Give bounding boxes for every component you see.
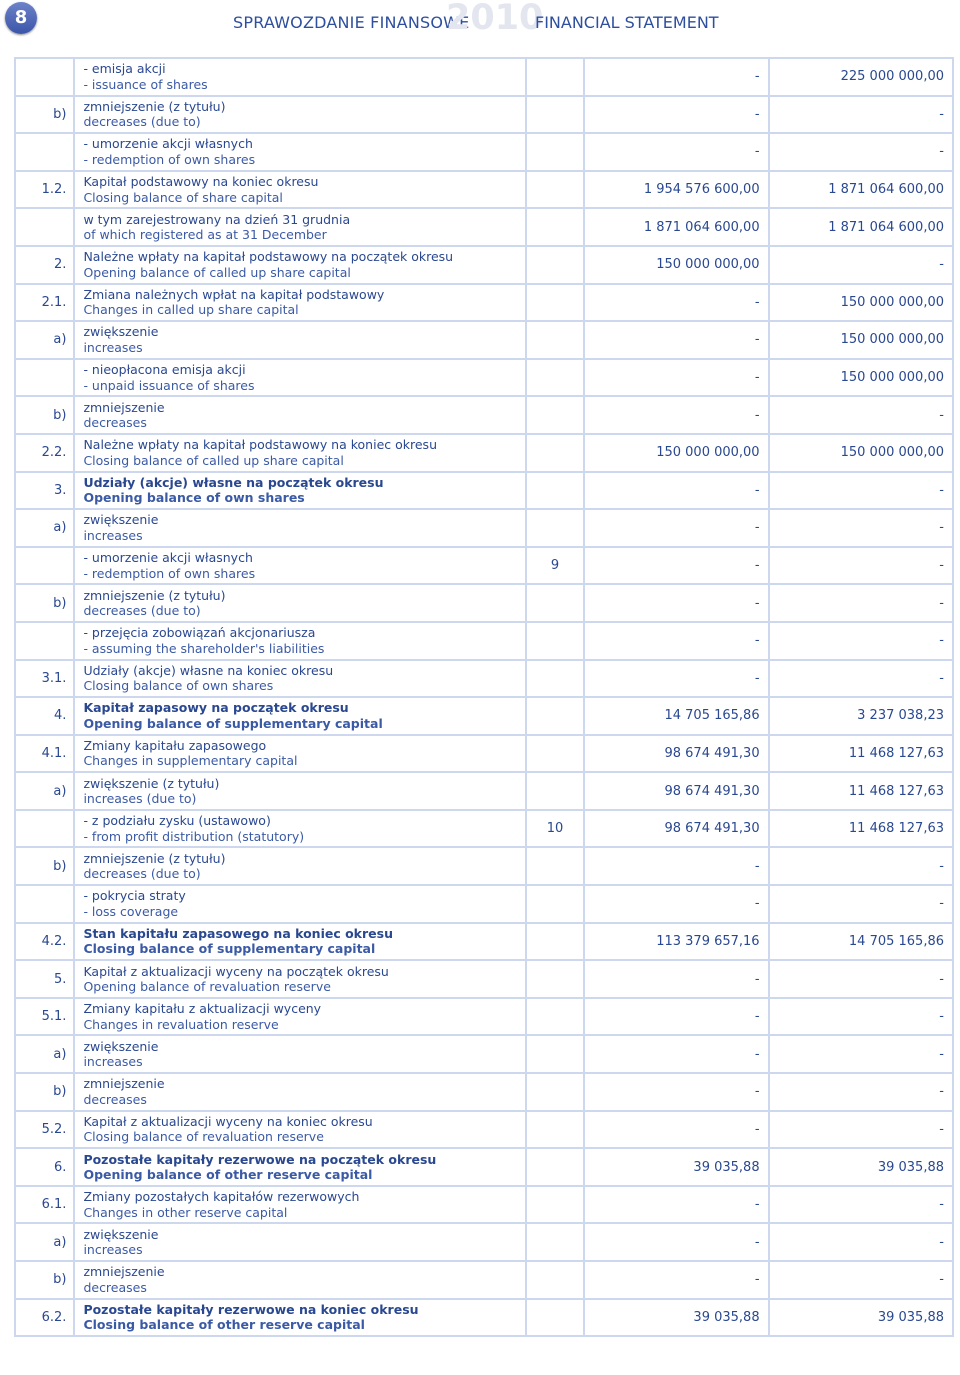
row-number [15,810,74,848]
note-reference [526,998,584,1036]
row-description [74,660,525,698]
row-number: 4.2. [15,923,74,961]
table-row [15,1261,953,1299]
row-description [74,246,525,284]
description-en: decreases [83,1279,147,1295]
header-title-pl: SPRAWOZDANIE FINANSOWE [233,13,470,32]
description-en: decreases [83,415,147,431]
row-number: a) [15,509,74,547]
note-reference [526,246,584,284]
value-current-year: - [584,359,768,397]
value-previous-year: - [769,472,953,510]
description-en: - from profit distribution (statutory) [83,828,305,844]
row-number: a) [15,772,74,810]
row-number: b) [15,847,74,885]
row-description [74,1073,525,1111]
value-previous-year: 1 871 064 600,00 [769,208,953,246]
value-current-year: - [584,960,768,998]
table-body [15,58,953,1336]
value-current-year: - [584,321,768,359]
description-pl: zmniejszenie (z tytułu) [83,587,226,603]
row-number [15,547,74,585]
table-row [15,1111,953,1149]
value-previous-year: - [769,885,953,923]
row-number: 2.1. [15,284,74,322]
description-en: increases [83,1054,143,1070]
row-description [74,171,525,209]
description-en: Closing balance of other reserve capital [83,1317,365,1333]
table-row [15,885,953,923]
description-en: decreases (due to) [83,603,201,619]
note-reference [526,58,584,96]
description-en: decreases (due to) [83,114,201,130]
value-previous-year: - [769,1073,953,1111]
table-row [15,359,953,397]
value-previous-year: - [769,1186,953,1224]
table-row [15,396,953,434]
description-pl: zmniejszenie [83,399,165,415]
value-current-year: - [584,584,768,622]
row-description [74,547,525,585]
value-current-year: - [584,847,768,885]
note-reference [526,133,584,171]
description-en: increases (due to) [83,791,197,807]
description-pl: zmniejszenie (z tytułu) [83,850,226,866]
description-en: Opening balance of revaluation reserve [83,979,331,995]
row-number: 1.2. [15,171,74,209]
value-previous-year: - [769,1223,953,1261]
row-number: a) [15,1223,74,1261]
note-reference [526,472,584,510]
value-current-year: - [584,96,768,134]
table-row [15,284,953,322]
row-number: 3.1. [15,660,74,698]
value-current-year: 150 000 000,00 [584,434,768,472]
note-reference [526,772,584,810]
note-reference [526,1223,584,1261]
description-pl: w tym zarejestrowany na dzień 31 grudnia [83,211,351,227]
value-current-year: - [584,547,768,585]
note-reference [526,960,584,998]
description-pl: - pokrycia straty [83,888,186,904]
value-previous-year: - [769,246,953,284]
table-row [15,133,953,171]
value-current-year: - [584,1261,768,1299]
table-row [15,96,953,134]
row-description [74,58,525,96]
row-number: a) [15,1035,74,1073]
value-current-year: - [584,1035,768,1073]
description-pl: Udziały (akcje) własne na początek okresu [83,474,384,490]
value-previous-year: - [769,622,953,660]
description-en: Closing balance of called up share capital [83,452,344,468]
value-current-year: 150 000 000,00 [584,246,768,284]
note-reference [526,735,584,773]
row-description [74,847,525,885]
description-en: increases [83,339,143,355]
note-reference [526,171,584,209]
row-number: 2. [15,246,74,284]
description-en: Changes in called up share capital [83,302,299,318]
row-description [74,622,525,660]
note-reference [526,847,584,885]
value-current-year: 98 674 491,30 [584,735,768,773]
description-pl: - przejęcia zobowiązań akcjonariusza [83,625,316,641]
value-previous-year: 39 035,88 [769,1299,953,1337]
value-current-year: 113 379 657,16 [584,923,768,961]
description-pl: zmniejszenie [83,1076,165,1092]
page-number-badge: 8 [5,2,37,34]
value-current-year: - [584,622,768,660]
note-reference [526,434,584,472]
description-en: Closing balance of supplementary capital [83,941,376,957]
row-number: 5.1. [15,998,74,1036]
table-row [15,472,953,510]
row-description [74,133,525,171]
description-en: Changes in revaluation reserve [83,1016,279,1032]
value-current-year: - [584,396,768,434]
header-year: 2010 [446,0,544,38]
value-current-year: - [584,509,768,547]
note-reference [526,1111,584,1149]
value-current-year: 98 674 491,30 [584,772,768,810]
value-previous-year: 150 000 000,00 [769,434,953,472]
note-reference [526,1186,584,1224]
value-previous-year: - [769,998,953,1036]
value-current-year: - [584,133,768,171]
table-row [15,810,953,848]
description-pl: - umorzenie akcji własnych [83,136,253,152]
row-description [74,96,525,134]
description-pl: - z podziału zysku (ustawowo) [83,813,271,829]
row-number: b) [15,1073,74,1111]
description-en: - redemption of own shares [83,151,256,167]
row-description [74,472,525,510]
value-current-year: 39 035,88 [584,1148,768,1186]
description-pl: - emisja akcji [83,61,166,77]
row-description [74,772,525,810]
description-en: increases [83,1242,143,1258]
description-pl: zwiększenie [83,1226,159,1242]
table-row [15,847,953,885]
note-reference [526,584,584,622]
description-en: increases [83,527,143,543]
value-current-year: - [584,1111,768,1149]
row-description [74,208,525,246]
description-pl: zmniejszenie (z tytułu) [83,98,226,114]
description-pl: - nieopłacona emisja akcji [83,362,246,378]
row-description [74,396,525,434]
table-row [15,735,953,773]
row-description [74,1299,525,1337]
description-en: Closing balance of share capital [83,189,283,205]
description-en: - issuance of shares [83,76,208,92]
description-en: Opening balance of own shares [83,490,305,506]
note-reference [526,321,584,359]
row-number: b) [15,96,74,134]
table-row [15,547,953,585]
table-row [15,58,953,96]
description-en: - assuming the shareholder's liabilities [83,640,325,656]
note-reference [526,660,584,698]
equity-changes-table [14,57,954,1337]
row-description [74,1148,525,1186]
note-reference [526,208,584,246]
description-en: Opening balance of called up share capital [83,264,351,280]
table-row [15,772,953,810]
row-description [74,1261,525,1299]
page-header [0,0,960,45]
value-previous-year: - [769,1035,953,1073]
row-description [74,434,525,472]
note-reference [526,1299,584,1337]
note-reference [526,622,584,660]
value-previous-year: - [769,960,953,998]
value-previous-year: 150 000 000,00 [769,284,953,322]
value-previous-year: - [769,96,953,134]
value-previous-year: 150 000 000,00 [769,321,953,359]
row-description [74,359,525,397]
row-number [15,58,74,96]
description-pl: Kapitał z aktualizacji wyceny na początek okresu [83,963,389,979]
row-description [74,1223,525,1261]
table-row [15,923,953,961]
description-pl: Należne wpłaty na kapitał podstawowy na początek okresu [83,249,454,265]
table-row [15,622,953,660]
row-number: b) [15,584,74,622]
description-pl: Zmiany kapitału z aktualizacji wyceny [83,1001,322,1017]
value-previous-year: - [769,1261,953,1299]
value-current-year: - [584,1186,768,1224]
description-pl: zwiększenie [83,512,159,528]
row-description [74,885,525,923]
description-pl: Stan kapitału zapasowego na koniec okresu [83,925,393,941]
value-current-year: - [584,998,768,1036]
row-number: b) [15,396,74,434]
note-reference: 10 [526,810,584,848]
value-previous-year: 14 705 165,86 [769,923,953,961]
row-description [74,509,525,547]
note-reference [526,96,584,134]
value-current-year: - [584,1223,768,1261]
value-previous-year: - [769,133,953,171]
row-number: 6.2. [15,1299,74,1337]
description-pl: Zmiany pozostałych kapitałów rezerwowych [83,1189,360,1205]
value-previous-year: - [769,509,953,547]
table-row [15,960,953,998]
description-pl: zwiększenie [83,324,159,340]
note-reference [526,509,584,547]
description-en: - loss coverage [83,903,179,919]
note-reference [526,885,584,923]
value-previous-year: 1 871 064 600,00 [769,171,953,209]
note-reference [526,923,584,961]
description-pl: zwiększenie (z tytułu) [83,775,220,791]
description-pl: Zmiana należnych wpłat na kapitał podstawowy [83,286,385,302]
description-en: - redemption of own shares [83,565,256,581]
row-description [74,810,525,848]
row-number: 5.2. [15,1111,74,1149]
description-en: Changes in supplementary capital [83,753,298,769]
row-number: 5. [15,960,74,998]
value-current-year: - [584,1073,768,1111]
value-previous-year: - [769,1111,953,1149]
description-pl: Kapitał podstawowy na koniec okresu [83,174,319,190]
description-pl: - umorzenie akcji własnych [83,550,253,566]
row-number: 3. [15,472,74,510]
value-current-year: - [584,472,768,510]
value-previous-year: - [769,847,953,885]
description-pl: Kapitał zapasowy na początek okresu [83,700,349,716]
description-pl: zwiększenie [83,1038,159,1054]
description-en: decreases (due to) [83,866,201,882]
value-current-year: - [584,885,768,923]
table-row [15,1186,953,1224]
row-number [15,622,74,660]
value-previous-year: 11 468 127,63 [769,772,953,810]
row-number [15,208,74,246]
note-reference [526,1261,584,1299]
value-current-year: - [584,660,768,698]
table-row [15,1299,953,1337]
description-pl: Kapitał z aktualizacji wyceny na koniec okresu [83,1113,373,1129]
description-pl: zmniejszenie [83,1264,165,1280]
row-description [74,1035,525,1073]
table-row [15,998,953,1036]
row-number: 4. [15,697,74,735]
note-reference [526,1148,584,1186]
row-description [74,1186,525,1224]
value-previous-year: - [769,396,953,434]
note-reference: 9 [526,547,584,585]
description-en: decreases [83,1091,147,1107]
row-description [74,1111,525,1149]
row-description [74,735,525,773]
value-current-year: - [584,284,768,322]
row-number: 6. [15,1148,74,1186]
note-reference [526,284,584,322]
row-number: 6.1. [15,1186,74,1224]
value-current-year: 1 954 576 600,00 [584,171,768,209]
description-pl: Zmiany kapitału zapasowego [83,737,267,753]
table-row [15,509,953,547]
value-current-year: 98 674 491,30 [584,810,768,848]
table-row [15,1073,953,1111]
table-row [15,1035,953,1073]
note-reference [526,396,584,434]
row-number [15,133,74,171]
header-title-en: FINANCIAL STATEMENT [535,13,719,32]
description-en: Closing balance of own shares [83,678,274,694]
table-row [15,171,953,209]
row-number: b) [15,1261,74,1299]
description-pl: Pozostałe kapitały rezerwowe na początek okresu [83,1151,437,1167]
description-pl: Udziały (akcje) własne na koniec okresu [83,662,334,678]
description-en: Closing balance of revaluation reserve [83,1129,324,1145]
row-description [74,584,525,622]
note-reference [526,359,584,397]
row-description [74,923,525,961]
table-row [15,584,953,622]
value-previous-year: 11 468 127,63 [769,810,953,848]
table-row [15,1223,953,1261]
value-previous-year: 11 468 127,63 [769,735,953,773]
description-pl: Należne wpłaty na kapitał podstawowy na koniec okresu [83,437,437,453]
value-previous-year: 150 000 000,00 [769,359,953,397]
value-current-year: 39 035,88 [584,1299,768,1337]
value-previous-year: - [769,660,953,698]
financial-table-container [14,57,954,1337]
description-en: Opening balance of supplementary capital [83,715,383,731]
row-number: 4.1. [15,735,74,773]
table-row [15,321,953,359]
value-previous-year: 225 000 000,00 [769,58,953,96]
value-previous-year: 3 237 038,23 [769,697,953,735]
row-number: 2.2. [15,434,74,472]
description-en: of which registered as at 31 December [83,227,327,243]
row-description [74,998,525,1036]
table-row [15,660,953,698]
table-row [15,246,953,284]
description-en: - unpaid issuance of shares [83,377,255,393]
note-reference [526,1035,584,1073]
row-number [15,885,74,923]
table-row [15,208,953,246]
row-description [74,960,525,998]
value-previous-year: 39 035,88 [769,1148,953,1186]
table-row [15,697,953,735]
description-en: Changes in other reserve capital [83,1204,288,1220]
value-current-year: 1 871 064 600,00 [584,208,768,246]
value-current-year: - [584,58,768,96]
table-row [15,434,953,472]
table-row [15,1148,953,1186]
row-number: a) [15,321,74,359]
value-previous-year: - [769,584,953,622]
value-current-year: 14 705 165,86 [584,697,768,735]
description-pl: Pozostałe kapitały rezerwowe na koniec okresu [83,1301,419,1317]
row-description [74,321,525,359]
note-reference [526,1073,584,1111]
row-description [74,697,525,735]
row-description [74,284,525,322]
value-previous-year: - [769,547,953,585]
description-en: Opening balance of other reserve capital [83,1167,373,1183]
row-number [15,359,74,397]
note-reference [526,697,584,735]
